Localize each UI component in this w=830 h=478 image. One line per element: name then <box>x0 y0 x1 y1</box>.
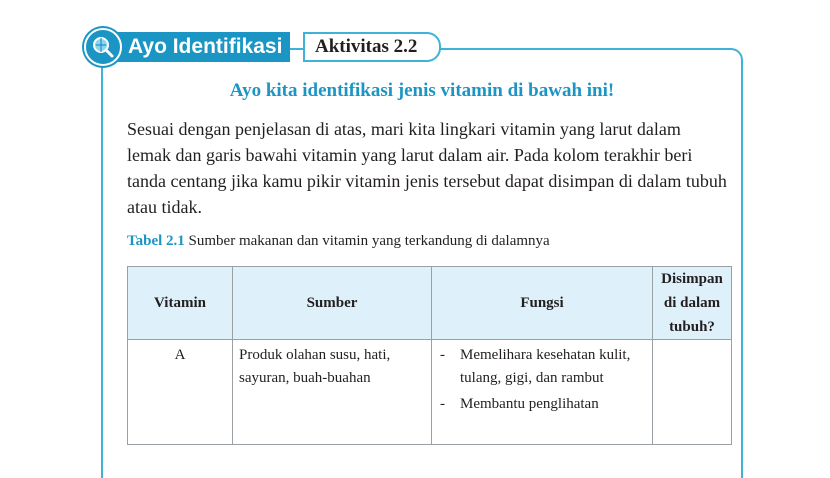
table-row <box>128 340 732 445</box>
instructions-paragraph: Sesuai dengan penjelasan di atas, mari kita lingkari vitamin yang larut dalam lemak dan garis bawahi vitamin yang larut dalam air. Pada kolom terakhir beri tanda centang jika kamu pikir vitamin jenis tersebut dapat disimpan di dalam tubuh atau tidak. <box>127 119 727 217</box>
activity-subtitle: Ayo kita identifikasi jenis vitamin di bawah ini! <box>229 80 615 101</box>
header-disimpan: Disimpan di dalam tubuh? <box>653 267 732 340</box>
header-sumber: Sumber <box>233 267 432 340</box>
magnifier-globe-icon <box>84 28 122 66</box>
cell-fungsi <box>432 340 653 445</box>
section-title: Ayo Identifikasi <box>114 32 290 62</box>
fungsi-item: - Memelihara kesehatan kulit, tulang, gigi, dan rambut <box>438 344 646 390</box>
header-fungsi: Fungsi <box>432 267 653 340</box>
table-caption-text: Sumber makanan dan vitamin yang terkandung di dalamnya <box>184 233 550 249</box>
activity-label: Aktivitas 2.2 <box>303 32 441 62</box>
cell-disimpan[interactable] <box>653 340 732 445</box>
table-caption <box>127 233 550 250</box>
table-caption-label: Tabel 2.1 <box>127 233 185 249</box>
vitamin-table <box>127 266 732 445</box>
fungsi-item: - Membantu penglihatan <box>438 393 646 416</box>
cell-sumber: Produk olahan susu, hati, sayuran, buah-buahan <box>233 340 432 445</box>
cell-vitamin: A <box>128 340 233 445</box>
header-vitamin: Vitamin <box>128 267 233 340</box>
table-header-row <box>128 267 732 340</box>
fungsi-list <box>438 344 646 416</box>
